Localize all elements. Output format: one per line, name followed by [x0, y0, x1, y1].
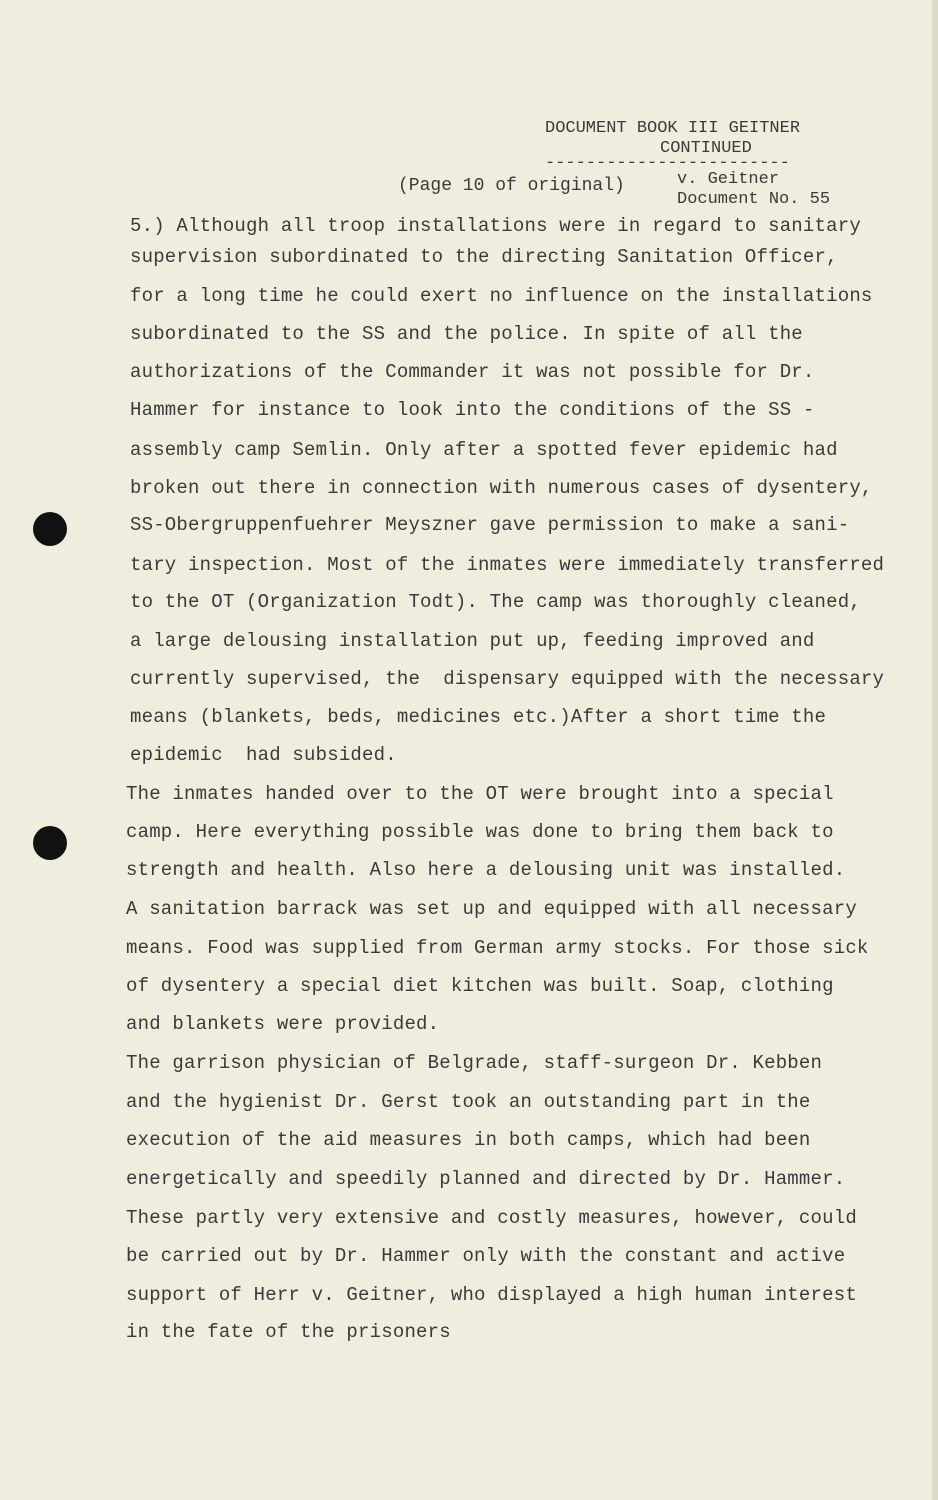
document-owner: v. Geitner [677, 170, 780, 189]
text-line: a large delousing installation put up, feeding improved and [130, 630, 815, 652]
punch-hole [33, 826, 67, 860]
text-line: and the hygienist Dr. Gerst took an outstanding part in the [126, 1091, 811, 1113]
text-line: for a long time he could exert no influence on the installations [130, 285, 873, 307]
document-number: Document No. 55 [677, 190, 831, 209]
text-line: epidemic had subsided. [130, 744, 397, 766]
document-subtitle: CONTINUED [660, 139, 752, 158]
document-title: DOCUMENT BOOK III GEITNER [545, 119, 801, 138]
text-line: support of Herr v. Geitner, who displayed a high human interest [126, 1284, 857, 1306]
text-line: authorizations of the Commander it was not possible for Dr. [130, 361, 815, 383]
text-line: be carried out by Dr. Hammer only with the constant and active [126, 1245, 846, 1267]
text-line: 5.) Although all troop installations were in regard to sanitary [130, 215, 861, 237]
text-line: and blankets were provided. [126, 1013, 440, 1035]
text-line: in the fate of the prisoners [126, 1321, 451, 1343]
text-line: The inmates handed over to the OT were brought into a special [126, 783, 834, 805]
page-edge [932, 0, 938, 1500]
text-line: These partly very extensive and costly measures, however, could [126, 1207, 857, 1229]
text-line: SS-Obergruppenfuehrer Meyszner gave permission to make a sani- [130, 514, 850, 536]
header-rule: ------------------------ [545, 154, 790, 173]
text-line: Hammer for instance to look into the conditions of the SS - [130, 399, 815, 421]
text-line: tary inspection. Most of the inmates were immediately transferred [130, 554, 885, 576]
text-line: A sanitation barrack was set up and equipped with all necessary [126, 898, 857, 920]
punch-hole [33, 512, 67, 546]
text-line: subordinated to the SS and the police. In spite of all the [130, 323, 803, 345]
text-line: means (blankets, beds, medicines etc.)After a short time the [130, 706, 827, 728]
text-line: of dysentery a special diet kitchen was built. Soap, clothing [126, 975, 834, 997]
page-reference: (Page 10 of original) [398, 176, 625, 196]
text-line: to the OT (Organization Todt). The camp was thoroughly cleaned, [130, 591, 861, 613]
text-line: broken out there in connection with numerous cases of dysentery, [130, 477, 873, 499]
text-line: energetically and speedily planned and directed by Dr. Hammer. [126, 1168, 846, 1190]
text-line: assembly camp Semlin. Only after a spotted fever epidemic had [130, 439, 838, 461]
text-line: The garrison physician of Belgrade, staff-surgeon Dr. Kebben [126, 1052, 823, 1074]
text-line: execution of the aid measures in both camps, which had been [126, 1129, 811, 1151]
text-line: currently supervised, the dispensary equipped with the necessary [130, 668, 885, 690]
text-line: camp. Here everything possible was done to bring them back to [126, 821, 834, 843]
text-line: strength and health. Also here a delousing unit was installed. [126, 859, 846, 881]
text-line: means. Food was supplied from German army stocks. For those sick [126, 937, 869, 959]
text-line: supervision subordinated to the directing Sanitation Officer, [130, 246, 838, 268]
